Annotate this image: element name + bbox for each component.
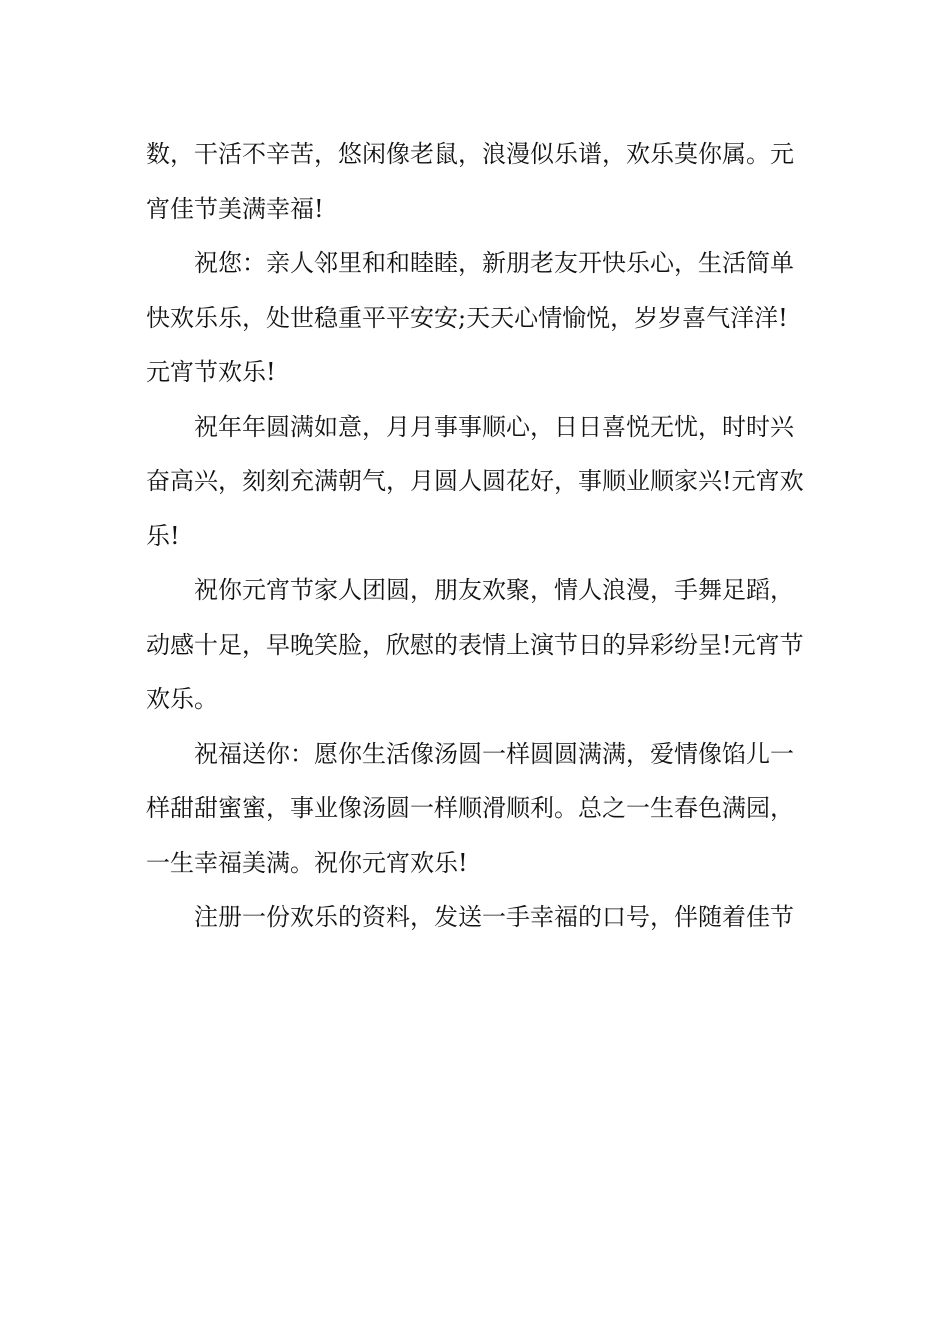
text-line: 祝福送你：愿你生活像汤圆一样圆圆满满，爱情像馅儿一	[194, 739, 794, 768]
text-line: 祝你元宵节家人团圆，朋友欢聚，情人浪漫，手舞足蹈，	[194, 576, 794, 604]
text-line: 奋高兴，刻刻充满朝气，月圆人圆花好，事顺业顺家兴!元宵欢	[146, 467, 804, 495]
text-line: 欢乐。	[146, 685, 218, 713]
text-line: 快欢乐乐，处世稳重平平安安;天天心情愉悦，岁岁喜气洋洋!	[146, 303, 788, 332]
text-line: 祝年年圆满如意，月月事事顺心，日日喜悦无忧，时时兴	[194, 412, 794, 441]
text-line: 祝您：亲人邻里和和睦睦，新朋老友开快乐心，生活简单	[194, 249, 794, 277]
text-line: 样甜甜蜜蜜，事业像汤圆一样顺滑顺利。总之一生春色满园，	[146, 794, 794, 822]
text-line: 元宵节欢乐!	[146, 358, 276, 386]
text-line: 注册一份欢乐的资料，发送一手幸福的口号，伴随着佳节	[194, 903, 794, 931]
text-line: 乐!	[146, 521, 180, 550]
text-line: 数，干活不辛苦，悠闲像老鼠，浪漫似乐谱，欢乐莫你属。元	[146, 140, 794, 168]
text-line: 宵佳节美满幸福!	[146, 194, 324, 223]
document-body	[146, 127, 806, 945]
text-line: 动感十足，早晚笑脸，欣慰的表情上演节日的异彩纷呈!元宵节	[146, 630, 804, 659]
text-line: 一生幸福美满。祝你元宵欢乐!	[146, 848, 468, 877]
